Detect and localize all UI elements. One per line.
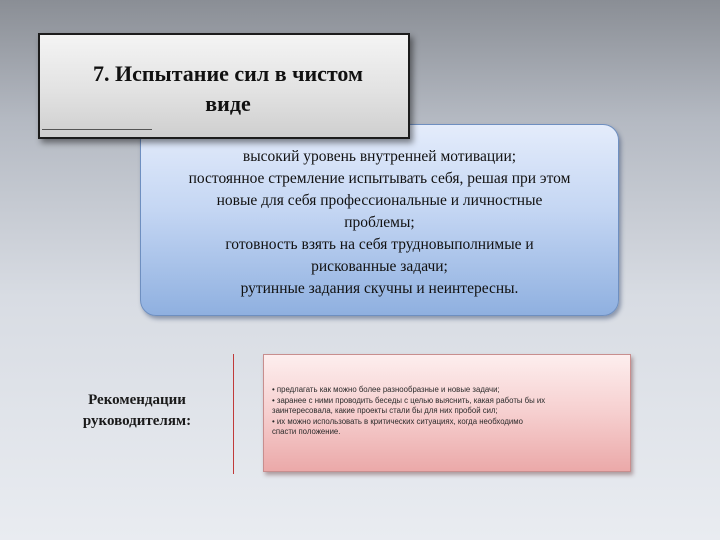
description-line: высокий уровень внутренней мотивации;	[242, 148, 517, 165]
recommendation-line: • предлагать как можно более разнообразные и новые задачи;	[272, 385, 500, 394]
title-underline	[42, 129, 152, 130]
recommendation-line: • заранее с ними проводить беседы с целью выяснить, какая работы бы их	[272, 395, 546, 405]
description-line: постоянное стремление испытывать себя, решая при этом	[188, 170, 571, 187]
description-text	[141, 146, 618, 300]
recommendations-label: Рекомендации руководителям:	[82, 392, 192, 429]
description-line: готовность взять на себя трудновыполнимые и	[225, 236, 534, 253]
description-line: новые для себя профессиональные и личностные	[216, 192, 543, 209]
recommendation-line: спасти положение.	[272, 427, 341, 436]
recommendation-line: • их можно использовать в критических ситуациях, когда необходимо	[272, 416, 523, 426]
title-box	[38, 33, 410, 139]
vertical-divider	[233, 354, 234, 474]
recommendations-text	[272, 385, 624, 438]
recommendations-box	[263, 354, 631, 472]
description-line: проблемы;	[344, 214, 415, 231]
description-line: рутинные задания скучны и неинтересны.	[240, 280, 519, 297]
description-line: рискованные задачи;	[311, 258, 448, 275]
slide-title: 7. Испытание сил в чистом виде	[92, 61, 363, 116]
description-box	[140, 124, 619, 316]
recommendation-line: заинтересовала, какие проекты стали бы для них пробой сил;	[272, 406, 498, 415]
